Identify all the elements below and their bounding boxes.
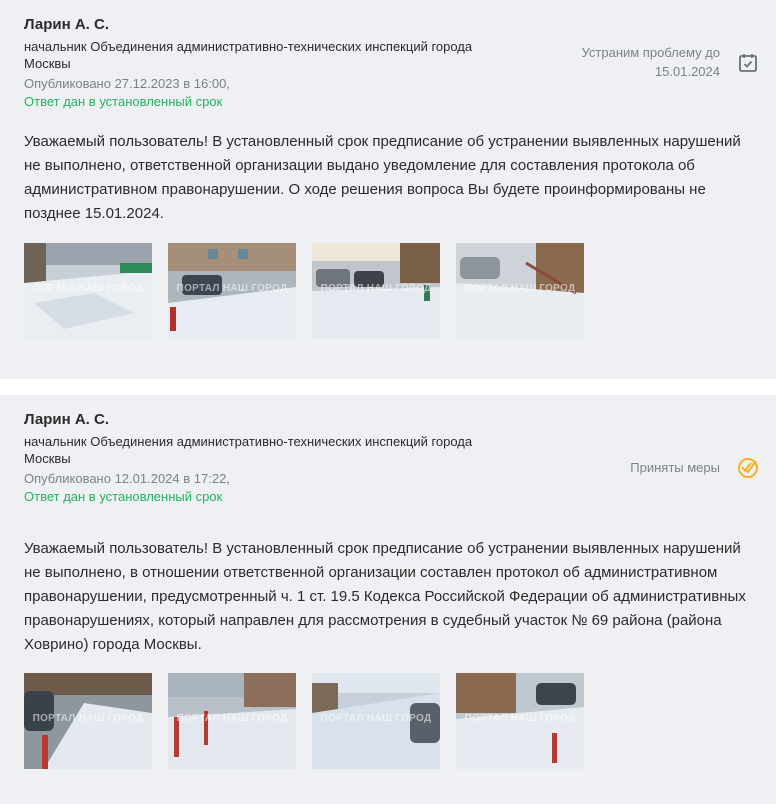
photo-watermark: ПОРТАЛ НАШ ГОРОД (320, 283, 432, 294)
answer-status: Ответ дан в установленный срок (24, 489, 223, 504)
published-date: Опубликовано 12.01.2024 в 17:22, (24, 471, 230, 486)
author-name: Ларин А. С. (24, 16, 110, 33)
photo-watermark: ПОРТАЛ НАШ ГОРОД (176, 283, 288, 294)
status-label: Приняты меры (630, 460, 720, 475)
photo-watermark: ПОРТАЛ НАШ ГОРОД (320, 713, 432, 724)
photo-watermark: ПОРТАЛ НАШ ГОРОД (176, 713, 288, 724)
photo-watermark: ПОРТАЛ НАШ ГОРОД (464, 283, 576, 294)
response-message: Уважаемый пользователь! В установленный срок предписание об устранении выявленных нарушений не выполнено, ответственной организации выдано уведомление для составления протокола об административном правонарушении. О ходе решения вопроса Вы будете проинформированы не позднее 15.01.2024. (24, 133, 741, 222)
photo-thumbnail[interactable] (168, 673, 296, 769)
photo-thumbnail[interactable] (456, 673, 584, 769)
calendar-check-icon (736, 51, 760, 75)
answer-status: Ответ дан в установленный срок (24, 94, 223, 109)
photo-thumbnail[interactable] (312, 243, 440, 339)
photo-thumbnail[interactable] (168, 243, 296, 339)
photo-thumbnail[interactable] (456, 243, 584, 339)
author-position: начальник Объединения административно-технических инспекций города Москвы (24, 39, 473, 71)
photo-thumbnail[interactable] (24, 673, 152, 769)
response-message: Уважаемый пользователь! В установленный срок предписание об устранении выявленных нарушений не выполнено, в отношении ответственной организации составлен протокол об административном правонарушении, предусмотренный ч. 1 ст. 19.5 Кодекса Российской Федерации об административных правонарушениях, который направлен для рассмотрения в судебный участок № 69 района (района Ховрино) города Москвы. (24, 540, 746, 653)
photo-gallery (24, 243, 584, 339)
photo-watermark: ПОРТАЛ НАШ ГОРОД (32, 283, 144, 294)
author-name: Ларин А. С. (24, 411, 110, 428)
author-position: начальник Объединения административно-технических инспекций города Москвы (24, 434, 473, 466)
official-response-card (0, 0, 776, 379)
photo-thumbnail[interactable] (312, 673, 440, 769)
photo-thumbnail[interactable] (24, 243, 152, 339)
published-date: Опубликовано 27.12.2023 в 16:00, (24, 76, 230, 91)
double-check-circle-icon (736, 455, 760, 479)
photo-gallery (24, 673, 584, 769)
status-label: Устраним проблему до 15.01.2024 (581, 45, 720, 79)
photo-watermark: ПОРТАЛ НАШ ГОРОД (464, 713, 576, 724)
photo-watermark: ПОРТАЛ НАШ ГОРОД (32, 713, 144, 724)
official-response-card (0, 395, 776, 804)
